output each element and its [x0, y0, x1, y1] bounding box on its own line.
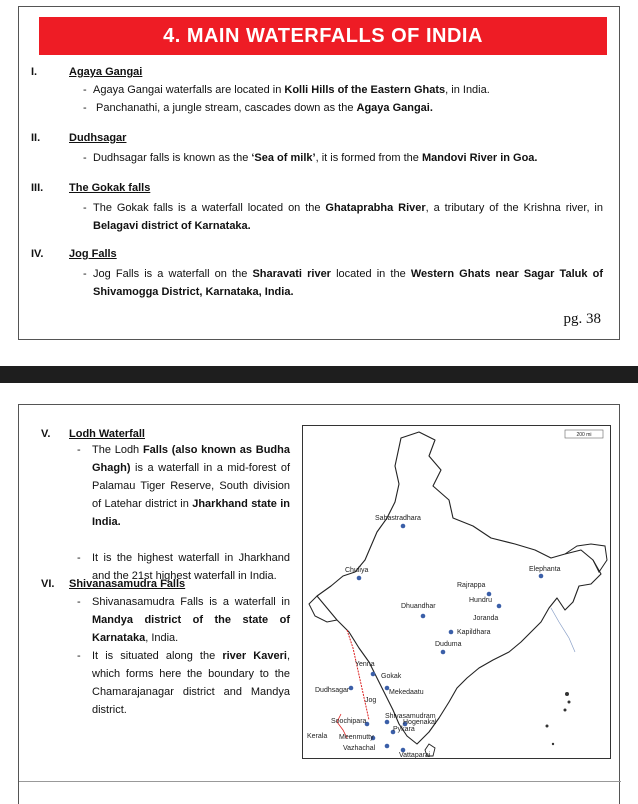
- page-separator: [0, 366, 638, 383]
- svg-text:Shivasamudram: Shivasamudram: [385, 713, 436, 720]
- marker-kerala: [307, 733, 327, 740]
- svg-text:Dudhsagar: Dudhsagar: [315, 687, 350, 694]
- svg-text:Hundru: Hundru: [469, 597, 492, 604]
- marker-joranda: [473, 615, 498, 622]
- svg-text:Duduma: Duduma: [435, 641, 462, 648]
- marker-mekedaatu: [385, 686, 424, 696]
- section-heading: The Gokak falls: [69, 182, 151, 194]
- document-page-38: [18, 6, 620, 340]
- marker-jog: [365, 697, 376, 704]
- bullet-dash: -: [77, 552, 81, 564]
- bullet-dash: -: [83, 152, 87, 164]
- bay-coast: [551, 608, 575, 652]
- svg-text:Joranda: Joranda: [473, 615, 499, 622]
- india-waterfalls-map: [302, 425, 611, 759]
- marker-dudhsagar: [315, 686, 353, 694]
- section-numeral: IV.: [31, 248, 44, 260]
- marker-vattaparai: [399, 748, 431, 758]
- svg-text:Kapildhara: Kapildhara: [457, 629, 491, 636]
- svg-text:Elephanta: Elephanta: [529, 566, 561, 573]
- svg-text:Sahastradhara: Sahastradhara: [375, 515, 421, 522]
- marker-rajrappa: [457, 582, 491, 596]
- section-numeral: I.: [31, 66, 38, 78]
- bottom-rule: [19, 781, 621, 782]
- bullet-dash: -: [83, 84, 87, 96]
- svg-text:Hogenakal: Hogenakal: [403, 719, 437, 726]
- andaman-island: [565, 692, 569, 696]
- section-numeral: II.: [31, 132, 41, 144]
- marker-duduma: [435, 641, 462, 654]
- svg-text:Rajrappa: Rajrappa: [457, 582, 486, 589]
- marker-vazhachal: [343, 744, 389, 752]
- section-numeral: III.: [31, 182, 44, 194]
- marker-elephanta: [529, 566, 561, 578]
- document-page-39: [18, 404, 620, 804]
- bullet-text: The Lodh Falls (also known as Budha Ghagh) is a waterfall in a mid-forest of Palamau Tiger Reserve, South division of Latehar district in Jharkhand state in India.: [92, 444, 290, 528]
- svg-text:Gokak: Gokak: [381, 673, 402, 680]
- bullet-dash: -: [77, 650, 81, 662]
- nicobar-island: [552, 743, 554, 745]
- svg-text:Vattaparai: Vattaparai: [399, 752, 431, 758]
- marker-meenmutty: [339, 734, 375, 741]
- section-heading: Jog Falls: [69, 248, 117, 260]
- svg-text:Jog: Jog: [365, 697, 377, 704]
- svg-text:Mekedaatu: Mekedaatu: [389, 689, 424, 696]
- nicobar-island: [546, 725, 549, 728]
- gujarat-coast: [309, 596, 337, 622]
- marker-gokak: [381, 673, 402, 680]
- bullet-text: Panchanathi, a jungle stream, cascades down as the Agaya Gangai.: [96, 102, 433, 114]
- marker-pykara: [391, 726, 415, 734]
- map-scale-label: 200 mi: [576, 432, 592, 438]
- svg-text:Soochipara: Soochipara: [331, 718, 367, 725]
- map-svg: [303, 426, 610, 758]
- bullet-dash: -: [77, 444, 81, 456]
- marker-kapildhara: [449, 629, 491, 636]
- marker-sahastradhara: [375, 515, 421, 528]
- section-numeral: VI.: [41, 578, 55, 590]
- western-ghats-line: [347, 630, 369, 720]
- svg-text:Meenmutty: Meenmutty: [339, 734, 374, 741]
- bullet-text: Jog Falls is a waterfall on the Sharavati river located in the Western Ghats near Sagar Taluk of Shivamogga District, Karnataka, India.: [93, 268, 603, 298]
- marker-soochipara: [331, 718, 369, 726]
- section-heading: Lodh Waterfall: [69, 428, 145, 440]
- svg-text:Vazhachal: Vazhachal: [343, 745, 376, 752]
- bullet-text: Shivanasamudra Falls is a waterfall in Mandya district of the state of Karnataka, India.: [92, 596, 290, 644]
- marker-chuliya: [345, 567, 368, 580]
- section-heading: Dudhsagar: [69, 132, 127, 144]
- svg-text:Chuliya: Chuliya: [345, 567, 369, 574]
- svg-text:Kerala: Kerala: [307, 733, 328, 740]
- bullet-dash: -: [83, 202, 87, 214]
- andaman-island: [564, 709, 567, 712]
- marker-hundru: [469, 597, 501, 608]
- bullet-text: It is the highest waterfall in Jharkhand and the 21st highest waterfall in India.: [92, 552, 290, 582]
- bullet-text: The Gokak falls is a waterfall located on the Ghataprabha River, a tributary of the Krishna river, in Belagavi district of Karnataka.: [93, 202, 603, 232]
- bullet-dash: -: [77, 596, 81, 608]
- bullet-text: Agaya Gangai waterfalls are located in Kolli Hills of the Eastern Ghats, in India.: [93, 84, 490, 96]
- svg-text:Pykara: Pykara: [393, 726, 415, 733]
- marker-dhuandhar: [401, 603, 436, 618]
- svg-text:Dhuandhar: Dhuandhar: [401, 603, 436, 610]
- section-heading: Agaya Gangai: [69, 66, 143, 78]
- page-number: pg. 38: [563, 311, 601, 327]
- section-heading: Shivanasamudra Falls: [69, 578, 186, 590]
- northeast-outline: [565, 544, 607, 572]
- section-numeral: V.: [41, 428, 51, 440]
- bullet-dash: -: [83, 268, 87, 280]
- andaman-island: [568, 701, 571, 704]
- bullet-dash: -: [83, 102, 87, 114]
- bullet-text: It is situated along the river Kaveri, which forms here the boundary to the Chamarajanagar district and Mandya district.: [92, 650, 291, 716]
- page-title: 4. MAIN WATERFALLS OF INDIA: [39, 17, 607, 55]
- svg-text:Yenna: Yenna: [355, 661, 375, 668]
- bullet-text: Dudhsagar falls is known as the ‘Sea of milk’, it is formed from the Mandovi River in Goa.: [93, 152, 538, 164]
